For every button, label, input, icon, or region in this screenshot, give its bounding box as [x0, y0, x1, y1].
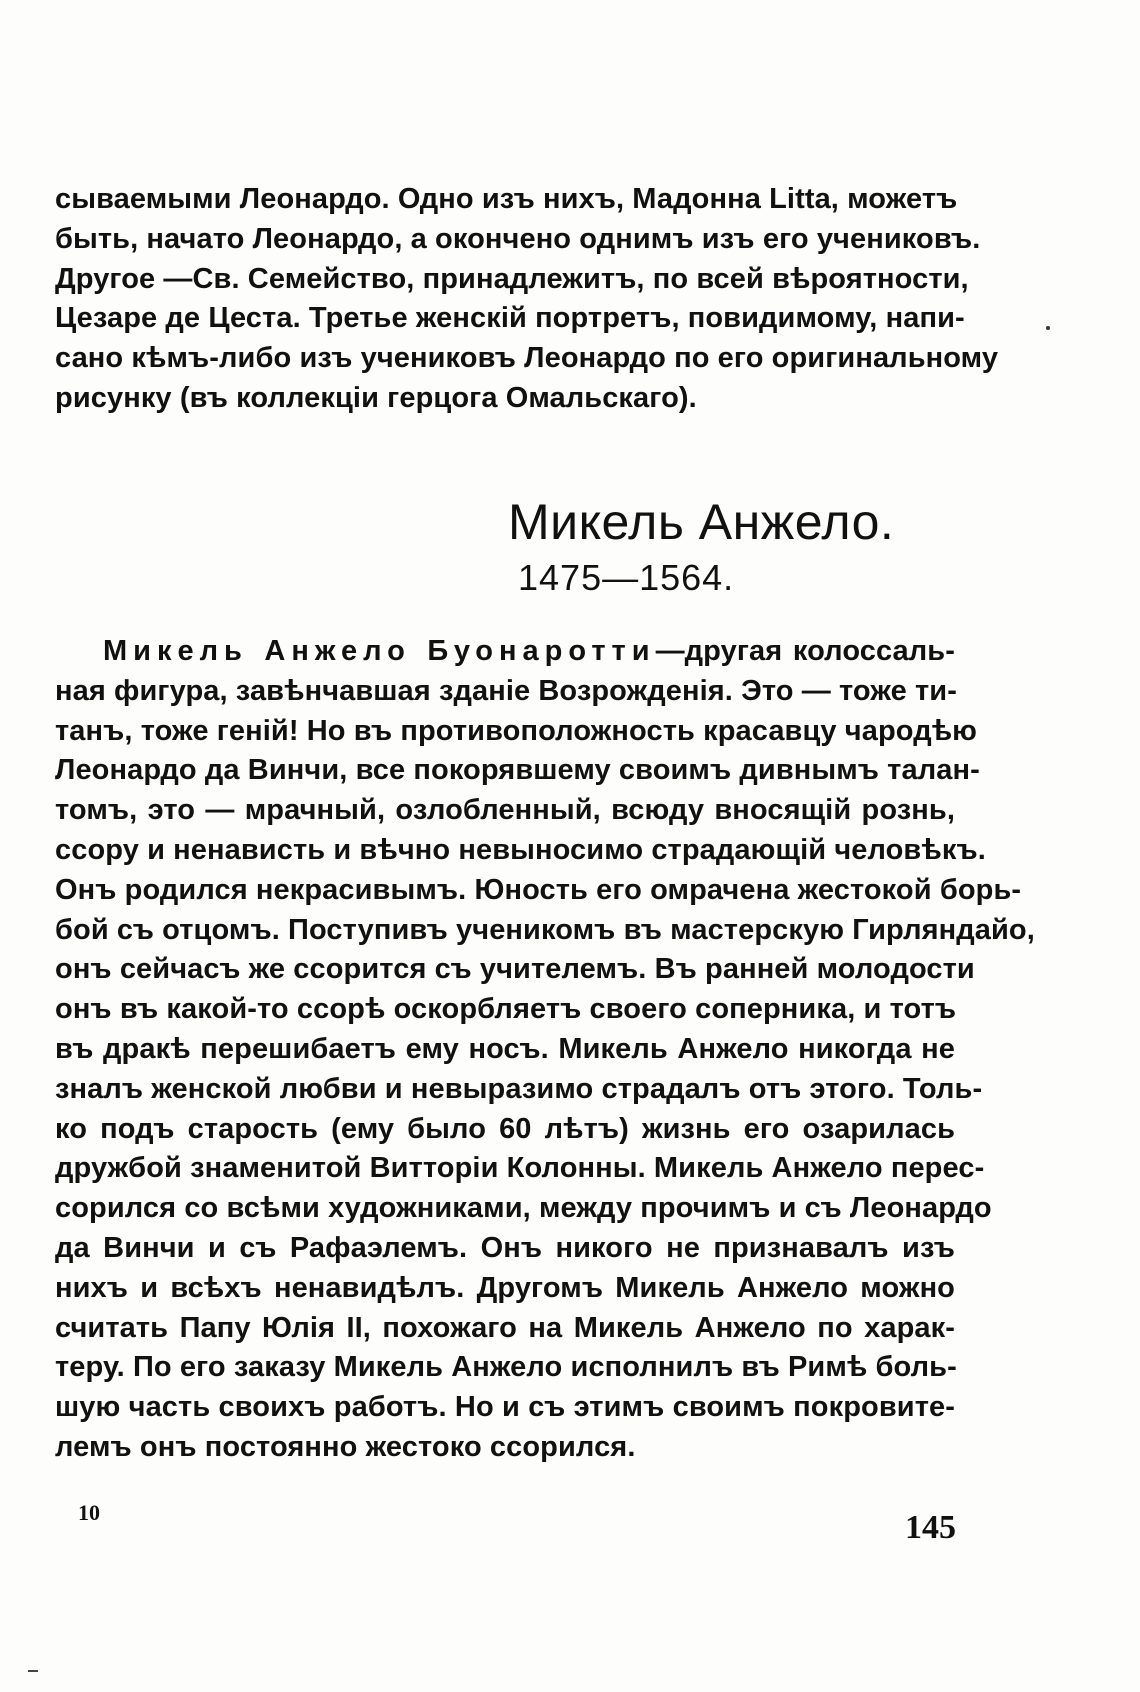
- section-dates: 1475—1564.: [518, 557, 735, 598]
- text-line: въ дракѣ перешибаетъ ему носъ. Микель Анжело никогда не: [55, 1032, 955, 1065]
- text-line: зналъ женской любви и невыразимо страдалъ отъ этого. Толь-: [55, 1072, 983, 1105]
- page-number: 145: [905, 1509, 956, 1546]
- scan-edge-mark: [28, 1670, 38, 1672]
- text-line: считать Папу Юлія II, похожаго на Микель Анжело по харак-: [55, 1311, 955, 1344]
- scan-speck: [1046, 326, 1050, 330]
- text-line: сываемыми Леонардо. Одно изъ нихъ, Мадонна Litta, можетъ: [55, 183, 958, 215]
- text-line: сано кѣмъ-либо изъ учениковъ Леонардо по его оригинальному: [55, 342, 999, 375]
- text-line: онъ сейчасъ же ссорится съ учителемъ. Въ ранней молодости: [55, 953, 975, 986]
- text-line: шую часть своихъ работъ. Но и съ этимъ своимъ покровите-: [55, 1391, 955, 1424]
- text-line: бой съ отцомъ. Поступивъ ученикомъ въ мастерскую Гирляндайо,: [55, 913, 1035, 946]
- text-line: томъ, это — мрачный, озлобленный, всюду вносящій рознь,: [55, 794, 955, 827]
- text-line: Другое —Св. Семейство, принадлежитъ, по всей вѣроятности,: [55, 262, 969, 295]
- text-line: ссору и ненависть и вѣчно невыносимо страдающій человѣкъ.: [55, 833, 986, 866]
- lead-rest: —другая колоссаль-: [655, 635, 955, 667]
- text-line: Леонардо да Винчи, все покорявшему своимъ дивнымъ талан-: [55, 754, 980, 787]
- text-line: Онъ родился некрасивымъ. Юность его омрачена жестокой борь-: [55, 873, 1022, 906]
- text-line: рисунку (въ коллекціи герцога Омальскаго).: [55, 381, 697, 414]
- text-line: онъ въ какой-то ссорѣ оскорбляетъ своего соперника, и тотъ: [55, 993, 957, 1026]
- section-title: Микель Анжело.: [508, 494, 895, 550]
- text-line: да Винчи и съ Рафаэлемъ. Онъ никого не признавалъ изъ: [55, 1231, 955, 1264]
- text-line: сорился со всѣми художниками, между прочимъ и съ Леонардо: [55, 1192, 992, 1225]
- text-line: Цезаре де Цеста. Третье женскій портретъ, повидимому, напи-: [55, 302, 965, 335]
- text-line-first: [55, 632, 955, 672]
- paragraph-leonardo-end: [55, 180, 999, 419]
- text-line: нихъ и всѣхъ ненавидѣлъ. Другомъ Микель Анжело можно: [55, 1271, 955, 1304]
- text-line: дружбой знаменитой Витторіи Колонны. Микель Анжело перес-: [55, 1152, 985, 1185]
- paragraph-michelangelo: [55, 632, 1035, 1468]
- text-line: лемъ онъ постоянно жестоко ссорился.: [55, 1430, 636, 1463]
- text-line: танъ, тоже геній! Но въ противоположность красавцу чародѣю: [55, 714, 978, 747]
- printer-signature: 10: [78, 1500, 100, 1525]
- text-line: быть, начато Леонардо, а окончено однимъ изъ его учениковъ.: [55, 222, 981, 255]
- text-line: теру. По его заказу Микель Анжело исполнилъ въ Римѣ боль-: [55, 1351, 957, 1384]
- text-line: ная фигура, завѣнчавшая зданіе Возрожденія. Это — тоже ти-: [55, 674, 957, 707]
- text-line: ко подъ старость (ему было 60 лѣтъ) жизнь его озарилась: [55, 1112, 955, 1145]
- lead-name: Микель Анжело Буонаротти: [103, 635, 656, 667]
